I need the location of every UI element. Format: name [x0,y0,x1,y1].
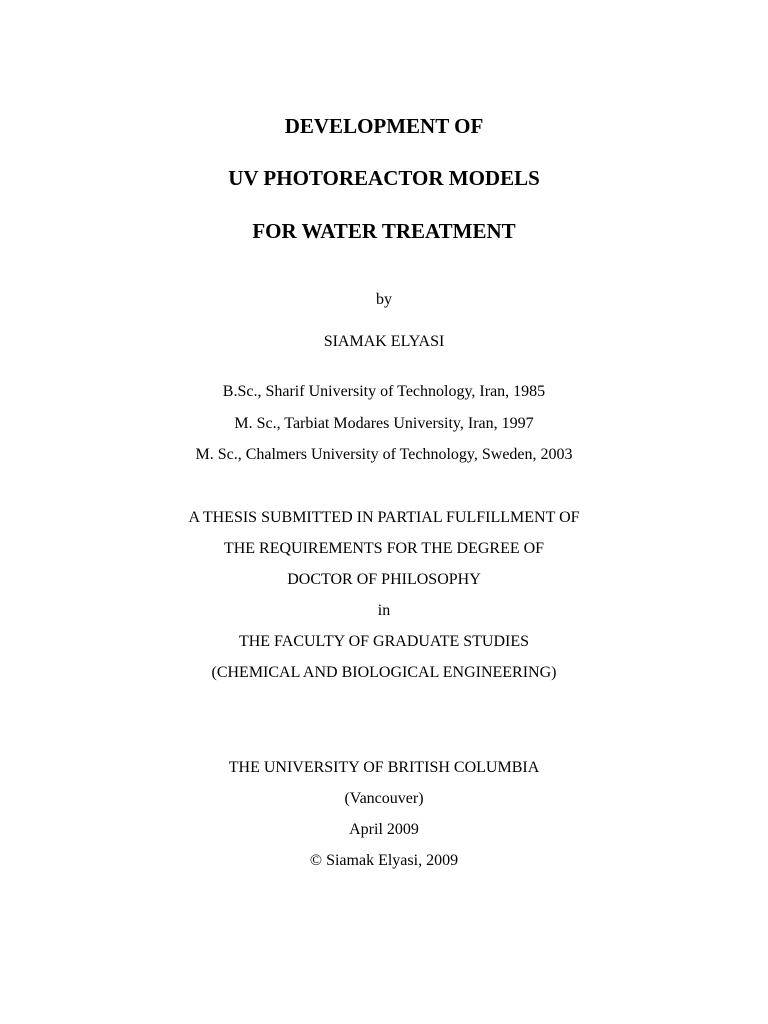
degree-3: M. Sc., Chalmers University of Technology, Sweden, 2003 [195,446,573,463]
author-name: SIAMAK ELYASI [323,333,445,350]
thesis-statement-1: A THESIS SUBMITTED IN PARTIAL FULFILLMENT OF [188,509,580,526]
department-name: (CHEMICAL AND BIOLOGICAL ENGINEERING) [211,664,557,681]
institution-name: THE UNIVERSITY OF BRITISH COLUMBIA [228,759,540,776]
faculty-name: THE FACULTY OF GRADUATE STUDIES [238,633,530,650]
degree-name: DOCTOR OF PHILOSOPHY [287,571,481,588]
by-label: by [376,291,392,308]
submission-date: April 2009 [349,821,419,838]
copyright-notice: © Siamak Elyasi, 2009 [309,852,459,869]
degree-2: M. Sc., Tarbiat Modares University, Iran, 1997 [234,415,534,432]
degree-1: B.Sc., Sharif University of Technology, Iran, 1985 [222,383,546,400]
title-line-1: DEVELOPMENT OF [284,114,484,138]
in-label: in [377,602,391,619]
thesis-statement-2: THE REQUIREMENTS FOR THE DEGREE OF [223,540,545,557]
title-line-2: UV PHOTOREACTOR MODELS [228,166,540,190]
location: (Vancouver) [344,790,424,807]
title-line-3: FOR WATER TREATMENT [252,219,516,243]
